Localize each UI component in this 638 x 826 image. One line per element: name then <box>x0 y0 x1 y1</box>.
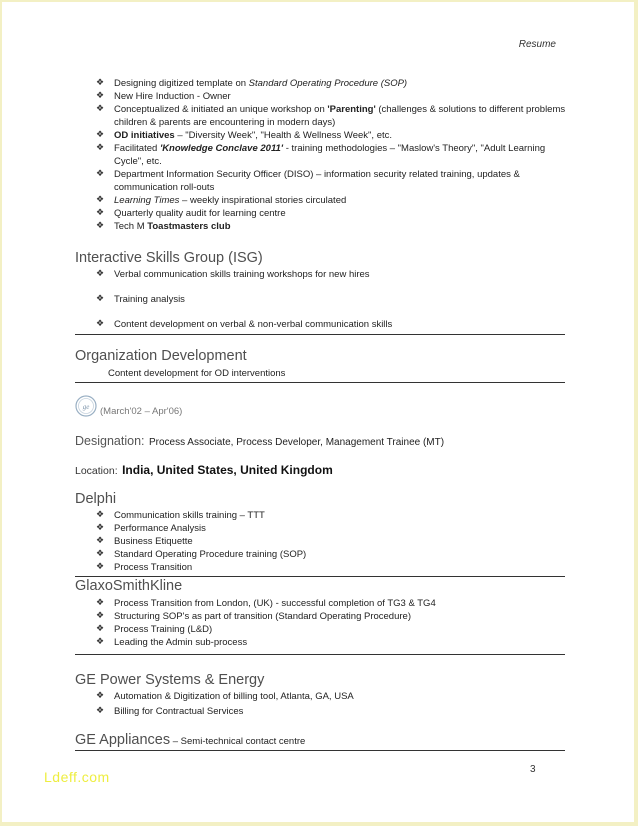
od-title: Organization Development <box>75 348 247 364</box>
list-item: ❖ Verbal communication skills training workshops for new hires <box>96 268 556 281</box>
gea-line: GE Appliances – Semi-technical contact centre <box>75 732 306 748</box>
watermark: Ldeff.com <box>44 769 110 785</box>
gsk-title: GlaxoSmithKline <box>75 578 183 594</box>
list-item: ❖ New Hire Induction - Owner <box>96 90 576 103</box>
gep-bullet-list <box>96 690 556 718</box>
list-item: ❖ Learning Times – weekly inspirational stories circulated <box>96 194 576 207</box>
list-item: ❖ Communication skills training – TTT <box>96 509 556 522</box>
list-item: ❖ Designing digitized template on Standard Operating Procedure (SOP) <box>96 77 576 90</box>
list-item: ❖ Department Information Security Officer (DISO) – information security related training, updates & communication roll-outs <box>96 168 576 194</box>
list-item: ❖ Facilitated 'Knowledge Conclave 2011' - training methodologies – "Maslow's Theory", "Adult Learning Cycle", etc. <box>96 142 576 168</box>
list-item: ❖ Process Transition from London, (UK) - successful completion of TG3 & TG4 <box>96 597 556 610</box>
delphi-bullet-list <box>96 509 556 574</box>
list-item: ❖ Process Transition <box>96 561 556 574</box>
list-item: ❖ Conceptualized & initiated an unique workshop on 'Parenting' (challenges & solutions to different problems children & parents are encountering in modern days) <box>96 103 576 129</box>
od-text: Content development for OD interventions <box>108 368 286 379</box>
list-item: ❖ Quarterly quality audit for learning centre <box>96 207 576 220</box>
section-divider <box>75 654 565 655</box>
list-item: ❖ Standard Operating Procedure training (SOP) <box>96 548 556 561</box>
company-logo <box>75 395 97 422</box>
isg-bullet-list <box>96 268 556 331</box>
list-item: ❖ Tech M Toastmasters club <box>96 220 576 233</box>
section-divider <box>75 334 565 335</box>
section-divider <box>75 382 565 383</box>
location-line: Location: India, United States, United Kingdom <box>75 463 333 477</box>
designation-line: Designation: Process Associate, Process Developer, Management Trainee (MT) <box>75 434 445 448</box>
gep-title: GE Power Systems & Energy <box>75 672 265 688</box>
list-item: ❖ Structuring SOP's as part of transition (Standard Operating Procedure) <box>96 610 556 623</box>
header-label: Resume <box>518 39 556 50</box>
page-number: 3 <box>530 764 536 775</box>
delphi-title: Delphi <box>75 491 117 507</box>
isg-title: Interactive Skills Group (ISG) <box>75 250 263 266</box>
section-divider <box>75 750 565 751</box>
top-bullet-list <box>96 77 576 233</box>
resume-page <box>2 2 634 822</box>
list-item: ❖ Billing for Contractual Services <box>96 705 556 718</box>
section-divider <box>75 576 565 577</box>
list-item: ❖ Automation & Digitization of billing tool, Atlanta, GA, USA <box>96 690 556 703</box>
ge-logo-icon <box>75 395 97 417</box>
list-item: ❖ OD initiatives – "Diversity Week", "Health & Wellness Week", etc. <box>96 129 576 142</box>
gsk-bullet-list <box>96 597 556 649</box>
list-item: ❖ Process Training (L&D) <box>96 623 556 636</box>
list-item: ❖ Business Etiquette <box>96 535 556 548</box>
list-item: ❖ Performance Analysis <box>96 522 556 535</box>
svg-text:ge: ge <box>82 403 90 411</box>
employment-dates: (March'02 – Apr'06) <box>100 406 183 417</box>
list-item: ❖ Leading the Admin sub-process <box>96 636 556 649</box>
list-item: ❖ Content development on verbal & non-verbal communication skills <box>96 318 556 331</box>
list-item: ❖ Training analysis <box>96 293 556 306</box>
